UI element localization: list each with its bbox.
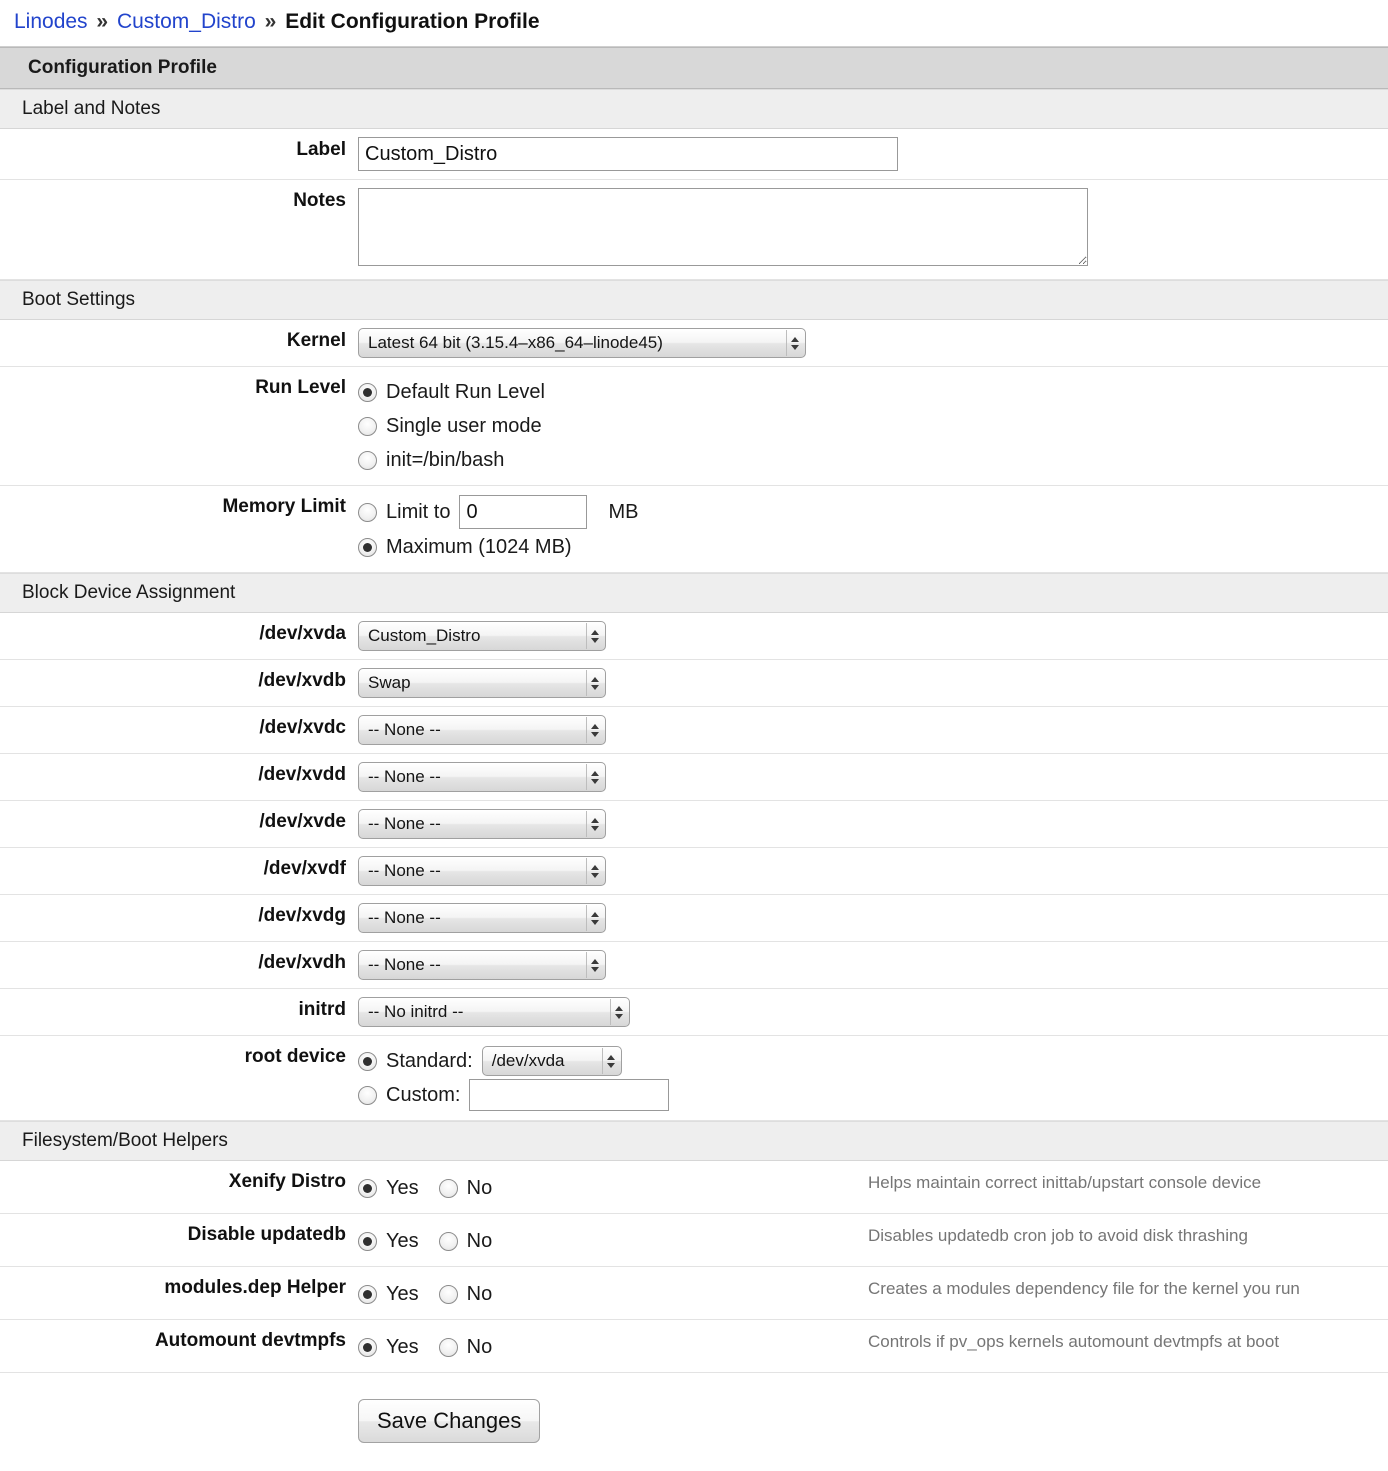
radio-icon-xenify-distro-no[interactable] — [439, 1179, 458, 1198]
row-label — [0, 129, 1388, 180]
chevron-updown-icon — [586, 905, 603, 931]
helper-automount-devtmpfs-no-label: No — [466, 1336, 493, 1358]
run-level-option-init-bash[interactable] — [358, 443, 1388, 477]
block-device-select-xvde[interactable] — [358, 809, 606, 839]
breadcrumb-separator-1: » — [96, 10, 109, 33]
radio-icon-default-run-level[interactable] — [358, 383, 377, 402]
kernel-select[interactable] — [358, 328, 806, 358]
radio-icon-maximum[interactable] — [358, 538, 377, 557]
form-actions — [0, 1373, 1388, 1465]
helper-help-disable-updatedb: Disables updatedb cron job to avoid disk thrashing — [868, 1226, 1248, 1245]
helper-xenify-distro-yes-label: Yes — [386, 1177, 419, 1199]
chevron-updown-icon — [586, 952, 603, 978]
label-input[interactable] — [358, 137, 898, 171]
block-device-select-xvdd[interactable] — [358, 762, 606, 792]
breadcrumb — [0, 0, 1388, 46]
root-device-option-custom[interactable] — [358, 1078, 1388, 1112]
block-device-value-xvdc: -- None -- — [368, 720, 441, 739]
helper-xenify-distro-yes[interactable] — [358, 1171, 419, 1205]
helper-modules-dep-no[interactable] — [439, 1277, 493, 1311]
block-device-value-xvdg: -- None -- — [368, 908, 441, 927]
row-block-device-xvdc — [0, 707, 1388, 754]
kernel-field-label: Kernel — [286, 330, 346, 351]
block-device-label-xvda: /dev/xvda — [259, 623, 346, 644]
radio-icon-limit-to[interactable] — [358, 503, 377, 522]
breadcrumb-separator-2: » — [264, 10, 277, 33]
root-device-custom-input[interactable] — [469, 1079, 669, 1111]
block-device-value-xvdd: -- None -- — [368, 767, 441, 786]
label-field-label: Label — [296, 139, 346, 160]
block-device-select-xvdf[interactable] — [358, 856, 606, 886]
memory-limit-option-limit-to[interactable] — [358, 494, 1388, 530]
row-run-level — [0, 367, 1388, 486]
helper-disable-updatedb-yes[interactable] — [358, 1224, 419, 1258]
helper-automount-devtmpfs-yes[interactable] — [358, 1330, 419, 1364]
run-level-option-default-label: Default Run Level — [386, 381, 545, 403]
helper-help-modules-dep: Creates a modules dependency file for the kernel you run — [868, 1279, 1300, 1298]
breadcrumb-link-linodes[interactable]: Linodes — [14, 10, 88, 33]
section-boot-settings: Boot Settings — [0, 280, 1388, 320]
block-device-label-xvdg: /dev/xvdg — [258, 905, 346, 926]
block-device-value-xvdh: -- None -- — [368, 955, 441, 974]
run-level-field-label: Run Level — [255, 377, 346, 398]
row-initrd — [0, 989, 1388, 1036]
memory-limit-maximum-label: Maximum (1024 MB) — [386, 536, 572, 558]
radio-icon-xenify-distro-yes[interactable] — [358, 1179, 377, 1198]
radio-icon-automount-devtmpfs-no[interactable] — [439, 1338, 458, 1357]
block-device-select-xvda[interactable] — [358, 621, 606, 651]
block-device-select-xvdh[interactable] — [358, 950, 606, 980]
chevron-updown-icon — [586, 623, 603, 649]
memory-limit-limit-to-label: Limit to — [386, 501, 451, 523]
initrd-selected-value: -- No initrd -- — [368, 1002, 464, 1021]
initrd-field-label: initrd — [298, 999, 346, 1020]
chevron-updown-icon — [586, 811, 603, 837]
helper-modules-dep-yes[interactable] — [358, 1277, 419, 1311]
panel-title: Configuration Profile — [0, 47, 1388, 89]
chevron-updown-icon — [786, 330, 803, 356]
row-block-device-xvdf — [0, 848, 1388, 895]
block-device-select-xvdc[interactable] — [358, 715, 606, 745]
row-root-device — [0, 1036, 1388, 1121]
configuration-profile-panel — [0, 46, 1388, 1465]
chevron-updown-icon — [586, 670, 603, 696]
save-changes-button[interactable]: Save Changes — [358, 1399, 540, 1443]
section-label-and-notes: Label and Notes — [0, 89, 1388, 129]
notes-textarea[interactable] — [358, 188, 1088, 266]
run-level-option-default[interactable] — [358, 375, 1388, 409]
helper-label-xenify-distro: Xenify Distro — [228, 1171, 346, 1192]
block-device-select-xvdb[interactable] — [358, 668, 606, 698]
helper-automount-devtmpfs-no[interactable] — [439, 1330, 493, 1364]
helper-xenify-distro-no[interactable] — [439, 1171, 493, 1205]
notes-field-label: Notes — [293, 190, 346, 211]
radio-icon-root-device-custom[interactable] — [358, 1086, 377, 1105]
row-block-device-xvdg — [0, 895, 1388, 942]
initrd-select[interactable] — [358, 997, 630, 1027]
kernel-selected-value: Latest 64 bit (3.15.4–x86_64–linode45) — [368, 333, 663, 352]
chevron-updown-icon — [586, 858, 603, 884]
block-device-value-xvda: Custom_Distro — [368, 626, 481, 645]
helper-help-xenify-distro: Helps maintain correct inittab/upstart console device — [868, 1173, 1262, 1192]
radio-icon-root-device-standard[interactable] — [358, 1052, 377, 1071]
block-device-label-xvdc: /dev/xvdc — [259, 717, 346, 738]
radio-icon-automount-devtmpfs-yes[interactable] — [358, 1338, 377, 1357]
run-level-option-init-bash-label: init=/bin/bash — [386, 449, 505, 471]
breadcrumb-link-node[interactable]: Custom_Distro — [116, 10, 256, 33]
helper-help-automount-devtmpfs: Controls if pv_ops kernels automount devtmpfs at boot — [868, 1332, 1280, 1351]
helper-disable-updatedb-no[interactable] — [439, 1224, 493, 1258]
block-device-label-xvde: /dev/xvde — [259, 811, 346, 832]
radio-icon-disable-updatedb-yes[interactable] — [358, 1232, 377, 1251]
root-device-option-standard[interactable] — [358, 1044, 1388, 1078]
root-device-custom-label: Custom: — [386, 1084, 461, 1106]
root-device-standard-value: /dev/xvda — [491, 1051, 565, 1070]
breadcrumb-current: Edit Configuration Profile — [285, 10, 540, 33]
memory-limit-field-label: Memory Limit — [222, 496, 346, 517]
row-block-device-xvdd — [0, 754, 1388, 801]
radio-icon-modules-dep-no[interactable] — [439, 1285, 458, 1304]
memory-limit-unit: MB — [608, 501, 639, 523]
run-level-option-single-user[interactable] — [358, 409, 1388, 443]
helper-label-modules-dep: modules.dep Helper — [164, 1277, 346, 1298]
memory-limit-option-maximum[interactable] — [358, 530, 1388, 564]
section-block-device-assignment: Block Device Assignment — [0, 573, 1388, 613]
helper-modules-dep-no-label: No — [466, 1283, 493, 1305]
chevron-updown-icon — [610, 999, 627, 1025]
radio-icon-single-user-mode[interactable] — [358, 417, 377, 436]
chevron-updown-icon — [586, 717, 603, 743]
row-helper-modules-dep — [0, 1267, 1388, 1320]
row-kernel — [0, 320, 1388, 367]
radio-icon-init-bin-bash[interactable] — [358, 451, 377, 470]
row-helper-automount-devtmpfs — [0, 1320, 1388, 1373]
helper-modules-dep-yes-label: Yes — [386, 1283, 419, 1305]
helper-disable-updatedb-no-label: No — [466, 1230, 493, 1252]
block-device-label-xvdb: /dev/xvdb — [258, 670, 346, 691]
row-block-device-xvde — [0, 801, 1388, 848]
memory-limit-input[interactable] — [459, 495, 587, 529]
root-device-standard-label: Standard: — [386, 1050, 473, 1072]
radio-icon-modules-dep-yes[interactable] — [358, 1285, 377, 1304]
helper-automount-devtmpfs-yes-label: Yes — [386, 1336, 419, 1358]
row-helper-disable-updatedb — [0, 1214, 1388, 1267]
run-level-option-single-user-label: Single user mode — [386, 415, 542, 437]
row-helper-xenify-distro — [0, 1161, 1388, 1214]
radio-icon-disable-updatedb-no[interactable] — [439, 1232, 458, 1251]
helper-label-automount-devtmpfs: Automount devtmpfs — [154, 1330, 346, 1351]
block-device-value-xvdf: -- None -- — [368, 861, 441, 880]
block-device-value-xvde: -- None -- — [368, 814, 441, 833]
row-memory-limit — [0, 486, 1388, 573]
row-block-device-xvdb — [0, 660, 1388, 707]
section-filesystem-boot-helpers: Filesystem/Boot Helpers — [0, 1121, 1388, 1161]
block-device-label-xvdd: /dev/xvdd — [258, 764, 346, 785]
row-notes — [0, 180, 1388, 280]
block-device-label-xvdf: /dev/xvdf — [263, 858, 346, 879]
helper-disable-updatedb-yes-label: Yes — [386, 1230, 419, 1252]
block-device-select-xvdg[interactable] — [358, 903, 606, 933]
root-device-standard-select[interactable] — [482, 1046, 622, 1076]
chevron-updown-icon — [586, 764, 603, 790]
block-device-label-xvdh: /dev/xvdh — [258, 952, 346, 973]
row-block-device-xvda — [0, 613, 1388, 660]
block-device-value-xvdb: Swap — [368, 673, 411, 692]
chevron-updown-icon — [602, 1048, 619, 1074]
helper-label-disable-updatedb: Disable updatedb — [187, 1224, 346, 1245]
row-block-device-xvdh — [0, 942, 1388, 989]
root-device-field-label: root device — [244, 1046, 346, 1067]
helper-xenify-distro-no-label: No — [466, 1177, 493, 1199]
